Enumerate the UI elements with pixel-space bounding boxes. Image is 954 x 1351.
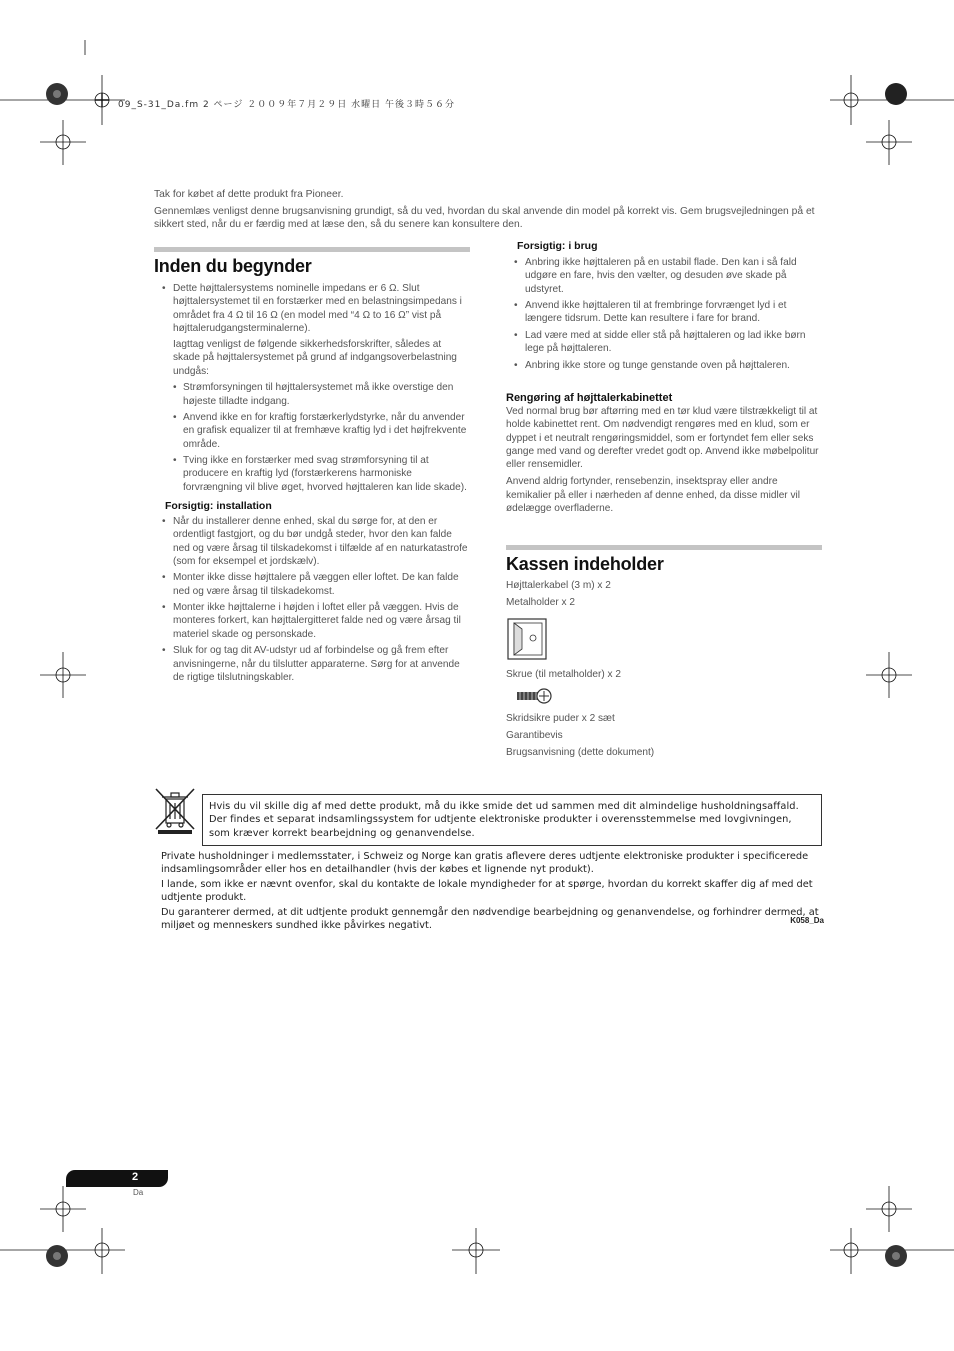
holder-item: Metalholder x 2 bbox=[506, 597, 576, 608]
page-number: 2 bbox=[132, 1171, 139, 1183]
section-use bbox=[506, 240, 824, 515]
weee-paragraph-2: I lande, som ikke er nævnt ovenfor, skal du kontakte de lokale myndigheder for at spørge, hvordan du korrekt skaffer dig af med det udtjente produkt. bbox=[161, 879, 813, 903]
precautions-intro: Iagttag venligst de følgende sikkerhedsforskrifter, således at skade på højttalersystemet på grund af indgangsoverbelastning undgås: bbox=[173, 339, 457, 377]
weee-paragraph-3: Du garanterer dermed, at dit udtjente produkt gennemgår den nødvendige bearbejdning og genanvendelse, og forhindrer dermed, at miljøet og menneskers sundhed ikke påvirkes negativt. bbox=[161, 907, 819, 931]
list-item: • Anvend ikke højttaleren til at frembringe forvrænget lyd i et længere tidsrum. Dette kan resultere i fare for brand. bbox=[506, 299, 824, 326]
list-item: • Lad være med at sidde eller stå på højttaleren og lad ikke børn lege på højttaleren. bbox=[506, 329, 824, 356]
metal-holder-icon bbox=[506, 617, 548, 661]
impedance-text: Dette højttalersystems nominelle impedans er 6 Ω. Slut højttalersystemet til en forstærker med en belastningsimpedans i området fra 4 Ω til 16 Ω (en model med “4 Ω to 16 Ω” vist på højttalerudgangsterminalerne). bbox=[173, 283, 462, 334]
list-item: • Monter ikke højttalerne i højden i loftet eller på væggen. Hvis de monteres forkert, kan højttalergitteret falde ned og være årsag til materiel skade og personskade. bbox=[154, 601, 470, 641]
section-title: Inden du begynder bbox=[154, 256, 312, 276]
warranty-item: Garantibevis bbox=[506, 730, 563, 741]
list-item bbox=[154, 282, 470, 378]
section-box-contents bbox=[506, 545, 824, 759]
intro-thanks: Tak for købet af dette produkt fra Pioneer. bbox=[154, 189, 344, 200]
list-item: • Når du installerer denne enhed, skal du sørge for, at den er ordentligt fastgjort, og du bør undgå steder, hvor den kan falde ned og være årsag til tilskadekomst i tilfælde af en naturkatastrofe (som for eksempel et jordskælv). bbox=[154, 515, 470, 568]
precautions-list bbox=[154, 381, 470, 494]
use-heading: Forsigtig: i brug bbox=[517, 240, 598, 252]
section-title: Kassen indeholder bbox=[506, 554, 664, 574]
screw-item: Skrue (til metalholder) x 2 bbox=[506, 669, 621, 680]
list-item: • Anbring ikke store og tunge genstande oven på højttaleren. bbox=[506, 359, 824, 372]
list-item: • Anvend ikke en for kraftig forstærkerlydstyrke, når du anvender en grafisk equalizer til at fremhæve kraftig lyd i det højfrekvente område. bbox=[154, 411, 470, 451]
pads-item: Skridsikre puder x 2 sæt bbox=[506, 713, 615, 724]
cleaning-heading: Rengøring af højttalerkabinettet bbox=[506, 391, 673, 404]
screw-icon bbox=[516, 687, 552, 705]
manual-item: Brugsanvisning (dette dokument) bbox=[506, 747, 655, 758]
list-item: • Anbring ikke højttaleren på en ustabil flade. Den kan i så fald udgøre en fare, hvis den vælter, og desuden øve skade på udstyret. bbox=[506, 256, 824, 296]
installation-list bbox=[154, 515, 470, 684]
weee-details bbox=[161, 850, 833, 934]
weee-paragraph-1: Private husholdninger i medlemsstater, i Schweiz og Norge kan gratis aflevere deres udtjente elektroniske produkter i specificerede indsamlingsområder eller hos en detailhandler (hvis der købes et lignende nyt produkt). bbox=[161, 851, 809, 875]
weee-notice-text: Hvis du vil skille dig af med dette produkt, må du ikke smide det ud sammen med dit almindelige husholdningsaffald. Der findes et separat indsamlingssystem for udtjente elektroniske produkter i overensstemmelse med lovgivningen, som kræver korrekt bearbejdning og genanvendelse. bbox=[209, 801, 799, 839]
cleaning-paragraph-1: Ved normal brug bør aftørring med en tør klud være tilstrækkeligt til at holde kabinettet rent. Om nødvendigt rengøres med en klud, som er dyppet i et neutralt rengøringsmiddel, som er fortyndet fem eller seks gange med vand og derefter vredet godt op. Anvend ikke møbelpolitur eller rensemidler. bbox=[506, 405, 819, 471]
list-item: • Monter ikke disse højttalere på væggen eller loftet. De kan falde ned og være årsag til tilskadekomst. bbox=[154, 571, 470, 598]
weee-notice-box bbox=[202, 794, 822, 846]
use-list bbox=[506, 256, 824, 372]
section-divider bbox=[154, 247, 470, 252]
document-code: K058_Da bbox=[790, 916, 824, 925]
impedance-list bbox=[154, 282, 470, 378]
page-number-tab bbox=[66, 1170, 168, 1187]
installation-heading: Forsigtig: installation bbox=[165, 500, 272, 513]
list-item: • Strømforsyningen til højttalersystemet må ikke overstige den højeste tilladte indgang. bbox=[154, 381, 470, 408]
section-divider bbox=[506, 545, 822, 550]
section-before-you-start bbox=[154, 247, 470, 687]
file-header: 09_S-31_Da.fm 2 ページ ２００９年７月２９日 水曜日 午後３時５６分 bbox=[118, 100, 455, 110]
cable-item: Højttalerkabel (3 m) x 2 bbox=[506, 580, 611, 591]
list-item: • Tving ikke en forstærker med svag strømforsyning til at producere en kraftig lyd (forstærkerens harmoniske forvrængning vil blive øget, hvorved højttaleren kan lide skade). bbox=[154, 454, 470, 494]
list-item: • Sluk for og tag dit AV-udstyr ud af forbindelse og gå frem efter anvisningerne, når du tilslutter apparaterne. Sørg for at anvende de rigtige tilslutningskabler. bbox=[154, 644, 470, 684]
crossed-bin-icon bbox=[152, 785, 198, 835]
cleaning-paragraph-2: Anvend aldrig fortynder, rensebenzin, insektspray eller andre kemikalier på eller i nærheden af denne enhed, da disse midler vil ødelægge overfladerne. bbox=[506, 476, 801, 515]
intro-read: Gennemlæs venligst denne brugsanvisning grundigt, så du ved, hvordan du skal anvende din model på korrekt vis. Gem brugsvejledningen på et sikkert sted, når du er færdig med at læse den, så du senere kan konsultere den. bbox=[154, 206, 815, 231]
page-language: Da bbox=[133, 1188, 144, 1197]
